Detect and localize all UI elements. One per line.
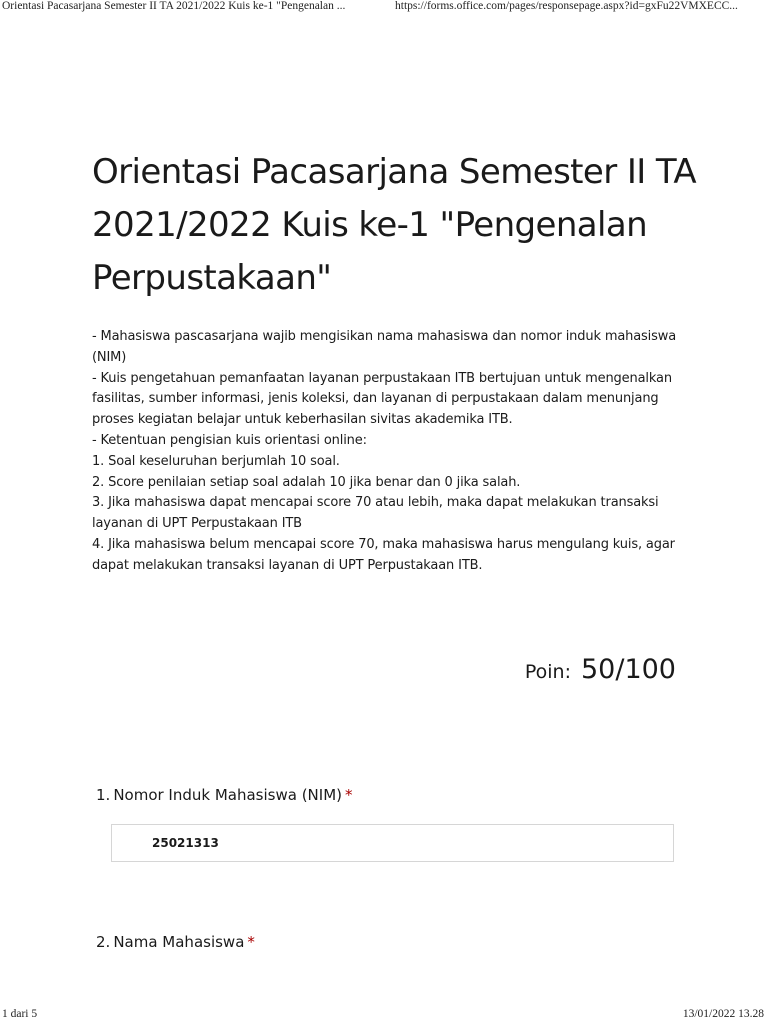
score-label: Poin: xyxy=(524,661,571,683)
nim-answer-field[interactable] xyxy=(111,824,674,862)
description-line: - Ketentuan pengisian kuis orientasi online: xyxy=(92,432,367,448)
nim-answer-value: 25021313 xyxy=(152,836,219,850)
form-description xyxy=(92,327,682,577)
description-line: 1. Soal keseluruhan berjumlah 10 soal. xyxy=(92,453,340,469)
question-number: 2. xyxy=(96,933,111,951)
question-label: Nama Mahasiswa xyxy=(113,933,245,951)
question-1 xyxy=(96,786,353,804)
print-header-url: https://forms.office.com/pages/responsepage.aspx?id=gxFu22VMXECC... xyxy=(395,0,738,12)
description-line: - Mahasiswa pascasarjana wajib mengisikan nama mahasiswa dan nomor induk mahasiswa (NIM) xyxy=(92,329,677,365)
score-display xyxy=(525,654,676,685)
description-line: 4. Jika mahasiswa belum mencapai score 70, maka mahasiswa harus mengulang kuis, agar dapat melakukan transaksi layanan di UPT Perpustakaan ITB. xyxy=(92,536,675,573)
description-line: 3. Jika mahasiswa dapat mencapai score 70 atau lebih, maka dapat melakukan transaksi layanan di UPT Perpustakaan ITB xyxy=(92,495,659,532)
question-number: 1. xyxy=(96,786,111,804)
question-label: Nomor Induk Mahasiswa (NIM) xyxy=(113,786,342,804)
print-footer xyxy=(0,1008,768,1024)
page-number: 1 dari 5 xyxy=(2,1008,38,1020)
description-line: - Kuis pengetahuan pemanfaatan layanan perpustakaan ITB bertujuan untuk mengenalkan fasilitas, sumber informasi, jenis koleksi, dan layanan di perpustakaan dalam menunjang proses kegiatan belajar untuk keberhasilan sivitas akademika ITB. xyxy=(92,370,672,428)
score-value: 50/100 xyxy=(581,654,676,685)
print-timestamp: 13/01/2022 13.28 xyxy=(682,1008,764,1020)
required-marker: * xyxy=(247,933,255,951)
question-2 xyxy=(96,933,255,951)
print-header-title: Orientasi Pacasarjana Semester II TA 2021/2022 Kuis ke-1 "Pengenalan ... xyxy=(2,0,346,12)
print-header xyxy=(0,0,768,16)
form-title: Orientasi Pacasarjana Semester II TA 2021/2022 Kuis ke-1 "Pengenalan Perpustakaan" xyxy=(92,152,697,298)
description-line: 2. Score penilaian setiap soal adalah 10 jika benar dan 0 jika salah. xyxy=(92,474,521,490)
required-marker: * xyxy=(345,786,353,804)
